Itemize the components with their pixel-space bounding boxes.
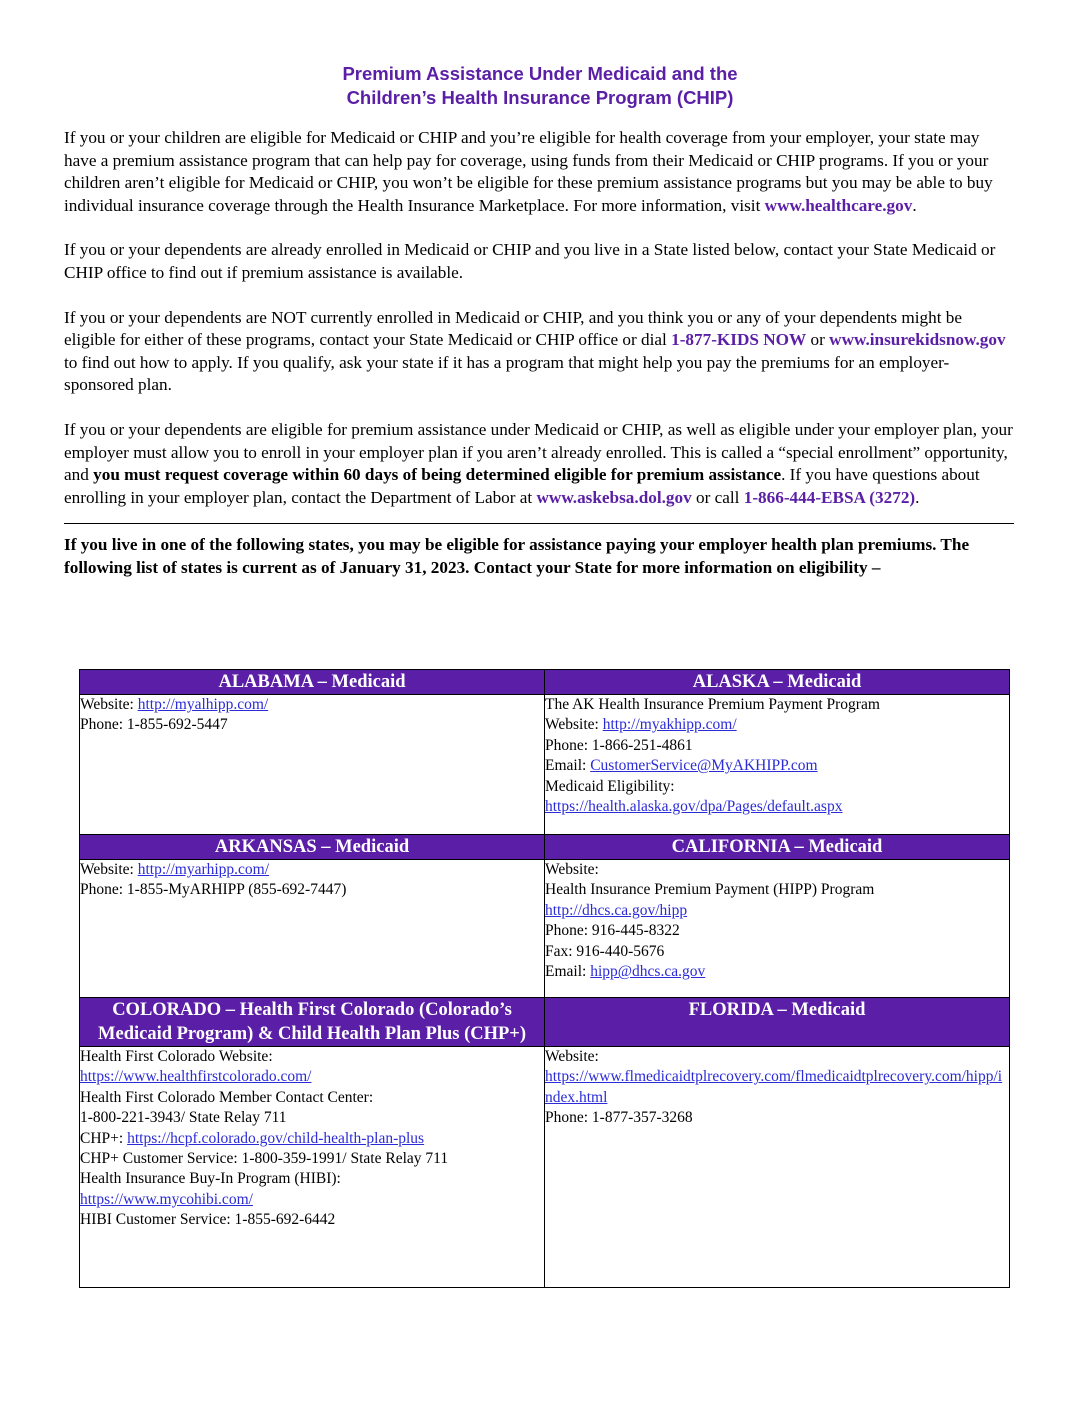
florida-phone: Phone: 1-877-357-3268 <box>545 1109 693 1127</box>
intro-paragraph-4 <box>64 419 1016 509</box>
arkansas-header: ARKANSAS – Medicaid <box>80 835 545 860</box>
alaska-program: The AK Health Insurance Premium Payment Program <box>545 696 880 713</box>
alabama-phone: Phone: 1-855-692-5447 <box>80 716 228 734</box>
alaska-phone: Phone: 1-866-251-4861 <box>545 736 693 754</box>
intro-p1-end: . <box>912 195 917 215</box>
arkansas-website-link[interactable]: http://myarhipp.com/ <box>137 861 270 878</box>
california-website-link[interactable]: http://dhcs.ca.gov/hipp <box>545 901 688 919</box>
colorado-hibi-link[interactable]: https://www.mycohibi.com/ <box>80 1190 253 1208</box>
california-header: CALIFORNIA – Medicaid <box>545 835 1010 860</box>
alaska-header: ALASKA – Medicaid <box>545 670 1010 695</box>
alaska-eligibility-link[interactable]: https://health.alaska.gov/dpa/Pages/default.aspx <box>545 798 843 816</box>
intro-paragraph-3 <box>64 307 1016 397</box>
alabama-cell <box>80 695 545 835</box>
askebsa-link[interactable]: www.askebsa.dol.gov <box>536 487 692 507</box>
florida-header: FLORIDA – Medicaid <box>545 998 1010 1047</box>
intro-p4-text-c: or call <box>691 487 744 507</box>
california-fax: Fax: 916-440-5676 <box>545 942 665 960</box>
california-program: Health Insurance Premium Payment (HIPP) Program <box>545 881 875 899</box>
florida-cell <box>545 1047 1010 1288</box>
page-title <box>64 62 1016 110</box>
california-website-label: Website: <box>545 861 599 878</box>
colorado-hibi-label: Health Insurance Buy-In Program (HIBI): <box>80 1170 341 1188</box>
alaska-website-link[interactable]: http://myakhipp.com/ <box>602 716 737 734</box>
alabama-header: ALABAMA – Medicaid <box>80 670 545 695</box>
title-line-1: Premium Assistance Under Medicaid and the <box>342 63 738 84</box>
arkansas-website: Website: http://myarhipp.com/ <box>80 861 270 878</box>
insurekidsnow-link[interactable]: www.insurekidsnow.gov <box>829 330 1006 350</box>
intro-p4-text-a: If you or your dependents are eligible for premium assistance under Medicaid or CHIP, as well as eligible under your employer plan, your employer must allow you to enroll in your employer plan if you aren’t already enrolled. This is called a “special enrollment” opportunity, and <box>64 419 1013 485</box>
colorado-header: COLORADO – Health First Colorado (Colorado’s Medicaid Program) & Child Health Plan Plus (CHP+) <box>80 998 545 1047</box>
intro-p1-text: If you or your children are eligible for Medicaid or CHIP and you’re eligible for health coverage from your employer, your state may have a premium assistance program that can help pay for coverage, using funds from their Medicaid or CHIP programs. If you or your children aren’t eligible for Medicaid or CHIP, you won’t be eligible for these premium assistance programs but you may be able to buy individual insurance coverage through the Health Insurance Marketplace. For more information, visit <box>64 128 993 215</box>
alabama-website-link[interactable]: http://myalhipp.com/ <box>137 696 269 713</box>
arkansas-phone: Phone: 1-855-MyARHIPP (855-692-7447) <box>80 881 347 899</box>
kids-now-phone[interactable]: 1-877-KIDS NOW <box>671 330 807 350</box>
colorado-hibi-service: HIBI Customer Service: 1-855-692-6442 <box>80 1211 336 1229</box>
intro-p3-text-b: or <box>806 330 830 350</box>
alaska-website: Website: http://myakhipp.com/ <box>545 716 737 734</box>
colorado-chp-link[interactable]: https://hcpf.colorado.gov/child-health-plan-plus <box>127 1129 425 1147</box>
california-phone: Phone: 916-445-8322 <box>545 922 680 940</box>
intro-p4-text-b: . If you have questions about enrolling in your employer plan, contact the Department of Labor at <box>64 465 980 507</box>
colorado-hfc-website-link[interactable]: https://www.healthfirstcolorado.com/ <box>80 1068 312 1086</box>
healthcare-gov-link[interactable]: www.healthcare.gov <box>764 195 913 215</box>
intro-p4-bold: you must request coverage within 60 days of being determined eligible for premium assistance <box>93 465 782 485</box>
intro-p4-end: . <box>915 487 920 507</box>
intro-p3-text-a: If you or your dependents are NOT currently enrolled in Medicaid or CHIP, and you think you or any of your dependents might be eligible for either of these programs, contact your State Medicaid or CHIP office or dial <box>64 307 962 350</box>
alabama-website: Website: http://myalhipp.com/ <box>80 696 269 713</box>
intro-paragraph-2: If you or your dependents are already enrolled in Medicaid or CHIP and you live in a State listed below, contact your State Medicaid or CHIP office to find out if premium assistance is available. <box>64 240 996 282</box>
florida-website-label: Website: <box>545 1048 599 1065</box>
colorado-cell <box>80 1047 545 1288</box>
california-email: Email: hipp@dhcs.ca.gov <box>545 963 706 981</box>
colorado-chp-service: CHP+ Customer Service: 1-800-359-1991/ State Relay 711 <box>80 1150 449 1168</box>
california-email-link[interactable]: hipp@dhcs.ca.gov <box>590 963 706 981</box>
title-line-2: Children’s Health Insurance Program (CHIP) <box>346 87 734 108</box>
alaska-eligibility-label: Medicaid Eligibility: <box>545 777 675 795</box>
alaska-email-link[interactable]: CustomerService@MyAKHIPP.com <box>590 757 818 775</box>
arkansas-cell <box>80 860 545 998</box>
alaska-cell <box>545 695 1010 835</box>
intro-p3-text-c: to find out how to apply. If you qualify, ask your state if it has a program that might help you pay the premiums for an employer-sponsored plan. <box>64 352 950 395</box>
florida-website-link[interactable]: https://www.flmedicaidtplrecovery.com/flmedicaidtplrecovery.com/hipp/index.html <box>545 1068 1003 1106</box>
california-cell <box>545 860 1010 998</box>
colorado-contact-center-phone: 1-800-221-3943/ State Relay 711 <box>80 1109 287 1127</box>
colorado-contact-center-label: Health First Colorado Member Contact Center: <box>80 1088 374 1106</box>
section-divider <box>64 523 1014 524</box>
intro-paragraph-1 <box>64 127 1016 217</box>
states-table <box>79 669 1010 1288</box>
colorado-hfc-website-label: Health First Colorado Website: <box>80 1048 273 1065</box>
document-page <box>64 62 1016 580</box>
colorado-chp: CHP+: https://hcpf.colorado.gov/child-health-plan-plus <box>80 1129 425 1147</box>
states-intro: If you live in one of the following states, you may be eligible for assistance paying your employer health plan premiums. The following list of states is current as of January 31, 2023. Contact your State for more information on eligibility – <box>64 535 970 577</box>
ebsa-phone[interactable]: 1-866-444-EBSA (3272) <box>743 487 916 507</box>
alaska-email: Email: CustomerService@MyAKHIPP.com <box>545 757 818 775</box>
